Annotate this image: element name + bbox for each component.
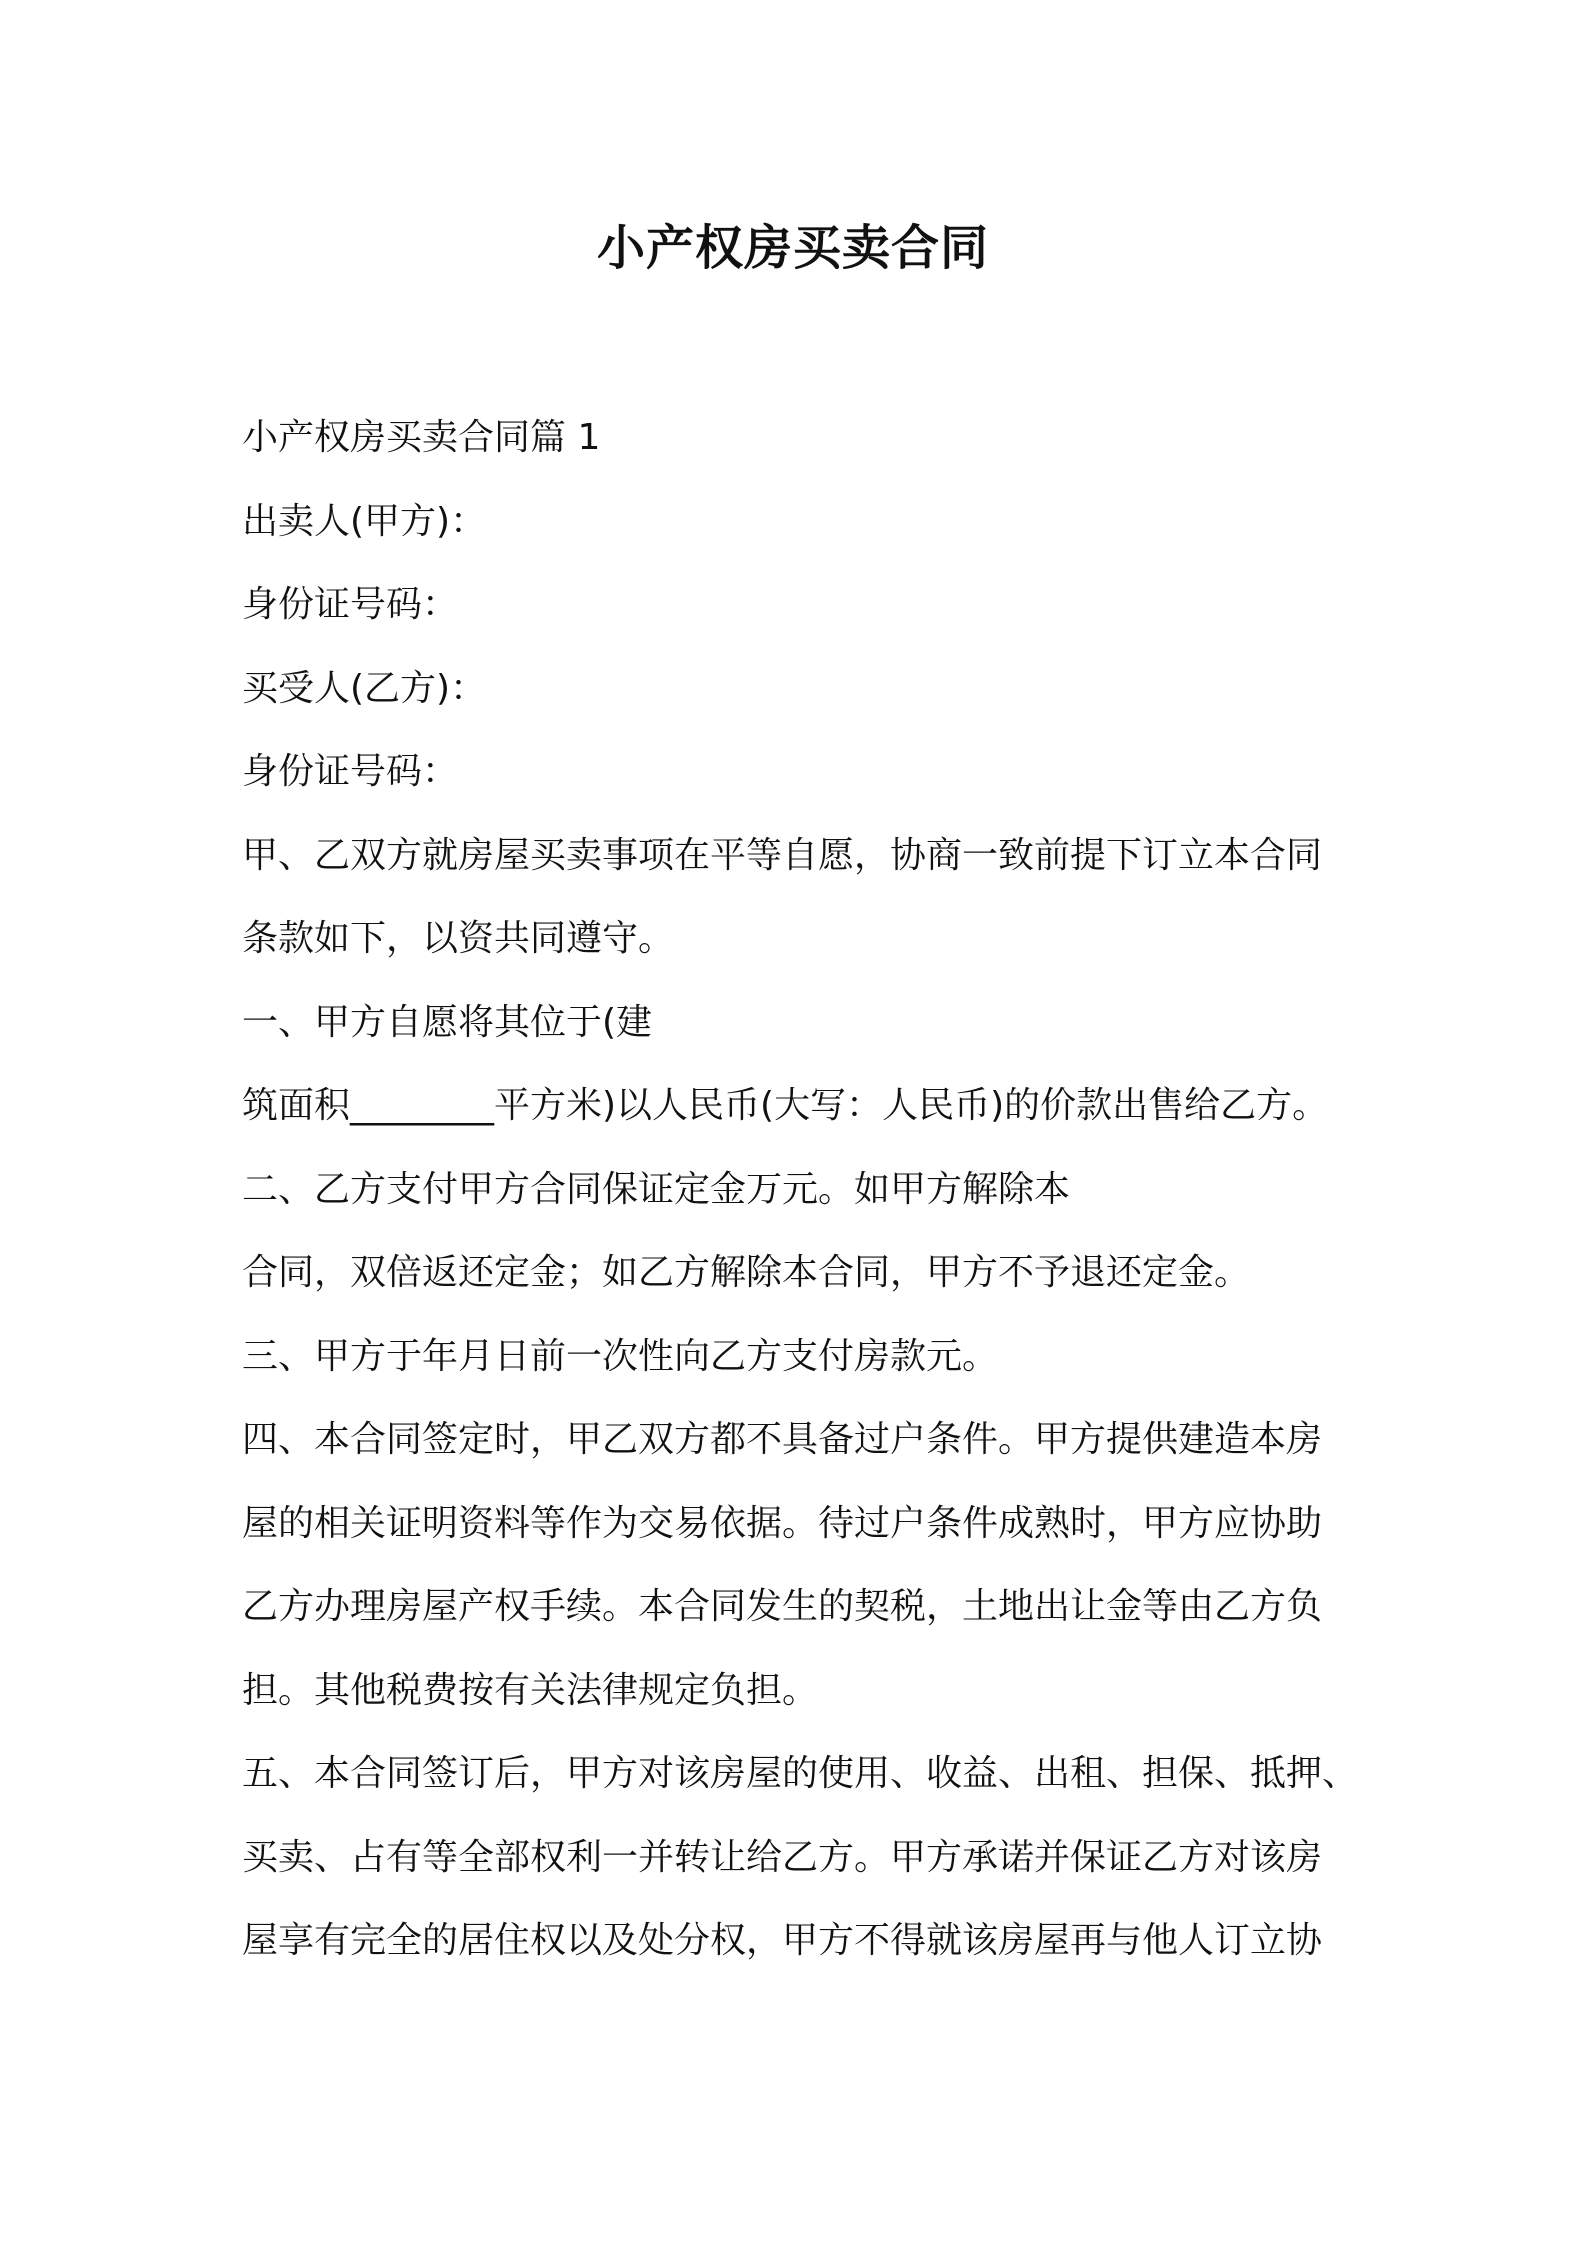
clause-5-line: 买卖、占有等全部权利一并转让给乙方。甲方承诺并保证乙方对该房: [242, 1836, 1323, 1878]
seller-field: 出卖人(甲方)：: [242, 500, 487, 542]
clause-1-line: 筑面积________平方米)以人民币(大写：人民币)的价款出售给乙方。: [242, 1085, 1329, 1126]
clause-4-line: 担。其他税费按有关法律规定负担。: [242, 1669, 819, 1711]
clause-5-line: 屋享有完全的居住权以及处分权，甲方不得就该房屋再与他人订立协: [242, 1920, 1323, 1961]
paragraph-line: 甲、乙双方就房屋买卖事项在平等自愿，协商一致前提下订立本合同: [242, 834, 1323, 876]
clause-4-line: 屋的相关证明资料等作为交易依据。待过户条件成熟时，甲方应协助: [242, 1502, 1323, 1544]
paragraph-line: 条款如下，以资共同遵守。: [242, 918, 675, 959]
clause-5-line: 五、本合同签订后，甲方对该房屋的使用、收益、出租、担保、抵押、: [242, 1753, 1359, 1794]
seller-id-field: 身份证号码：: [242, 584, 459, 625]
buyer-id-field: 身份证号码：: [242, 751, 459, 792]
clause-2-line: 合同，双倍返还定金；如乙方解除本合同，甲方不予退还定金。: [242, 1252, 1251, 1293]
document-title: 小产权房买卖合同: [596, 220, 989, 276]
document-body: [242, 396, 1392, 1983]
buyer-field: 买受人(乙方)：: [242, 667, 487, 709]
clause-4-line: 四、本合同签定时，甲乙双方都不具备过户条件。甲方提供建造本房: [242, 1419, 1323, 1460]
clause-2-line: 二、乙方支付甲方合同保证定金万元。如甲方解除本: [242, 1168, 1071, 1210]
clause-1-line: 一、甲方自愿将其位于(建: [242, 1001, 653, 1043]
clause-3-line: 三、甲方于年月日前一次性向乙方支付房款元。: [242, 1335, 999, 1377]
section-heading: 小产权房买卖合同篇 1: [242, 417, 601, 458]
clause-4-line: 乙方办理房屋产权手续。本合同发生的契税，土地出让金等由乙方负: [242, 1586, 1323, 1627]
